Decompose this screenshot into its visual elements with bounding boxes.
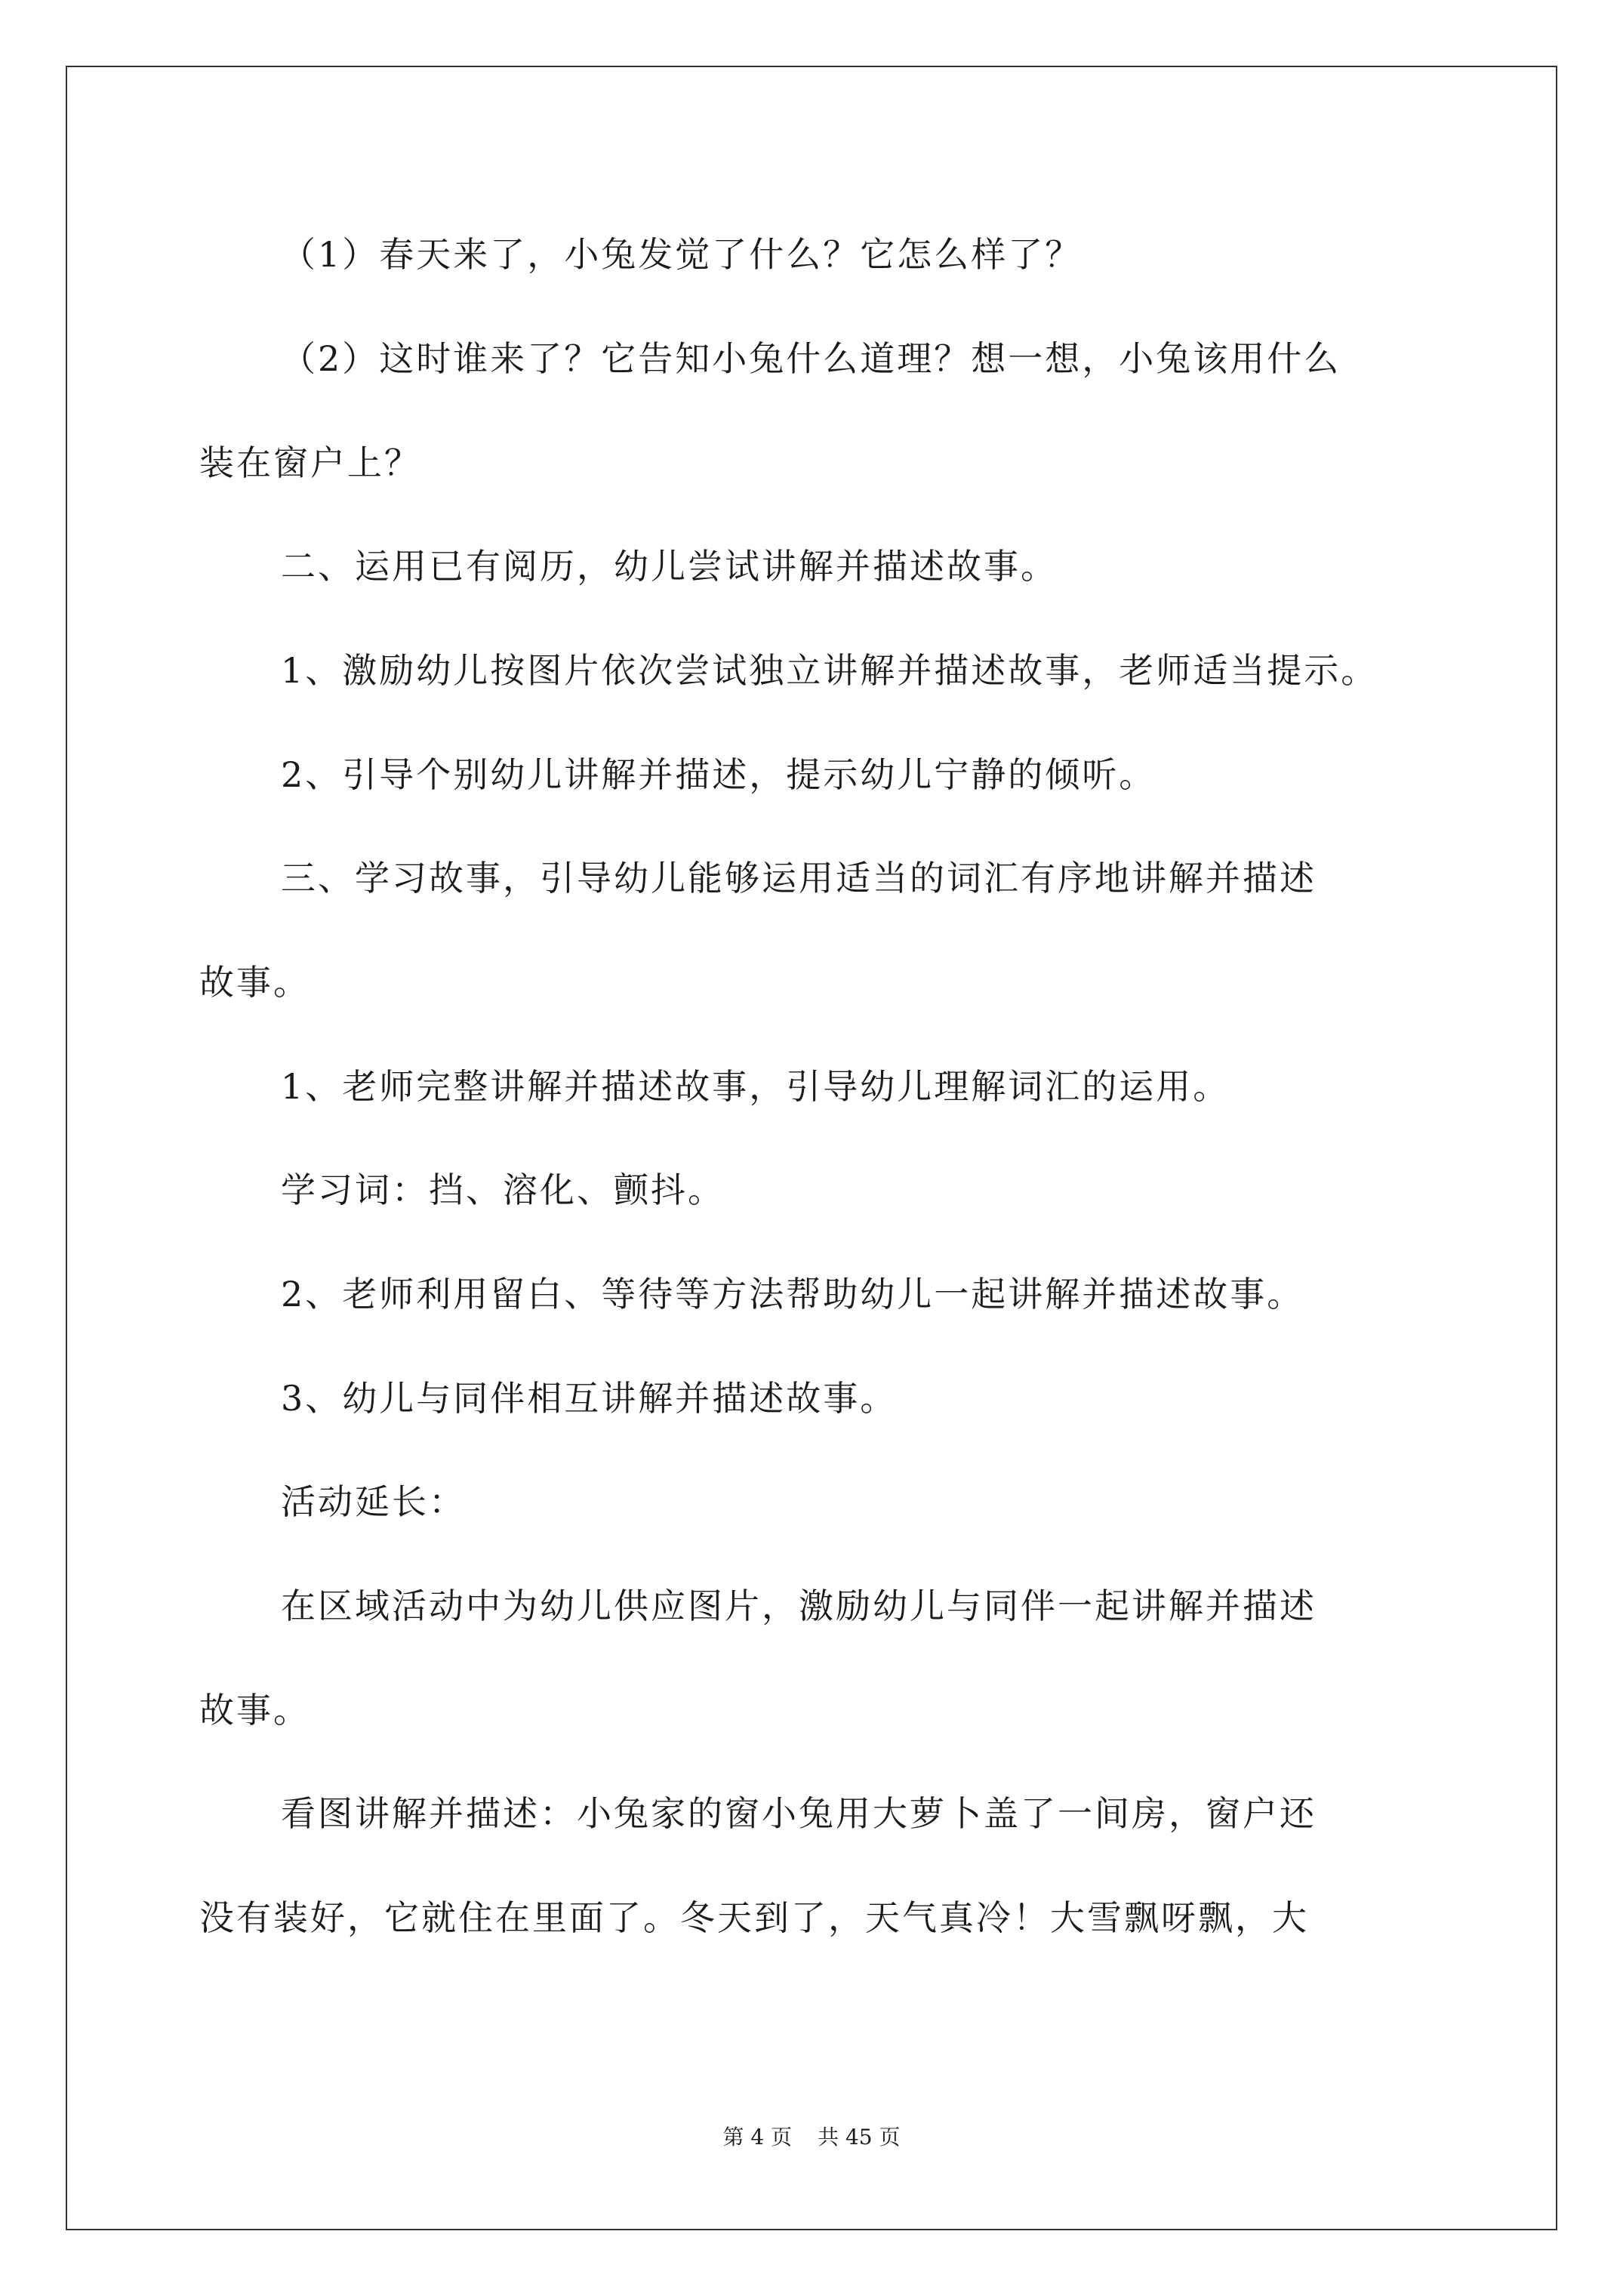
page-footer xyxy=(0,2124,1623,2151)
page-number: 第 4 页 xyxy=(722,2125,793,2150)
text-line: 1、激励幼儿按图片依次尝试独立讲解并描述故事，老师适当提示。 xyxy=(281,650,1378,691)
text-line: 装在窗户上？ xyxy=(199,442,421,483)
text-line: 2、老师利用留白、等待等方法帮助幼儿一起讲解并描述故事。 xyxy=(281,1274,1304,1314)
text-line: 三、学习故事，引导幼儿能够运用适当的词汇有序地讲解并描述 xyxy=(281,858,1317,898)
text-line: 活动延长： xyxy=(281,1481,466,1522)
text-line: 在区域活动中为幼儿供应图片，激励幼儿与同伴一起讲解并描述 xyxy=(281,1586,1317,1626)
text-line: 3、幼儿与同伴相互讲解并描述故事。 xyxy=(281,1378,898,1419)
text-line: 没有装好，它就住在里面了。冬天到了，天气真冷！大雪飘呀飘，大 xyxy=(199,1897,1309,1938)
text-line: （1）春天来了，小兔发觉了什么？它怎么样了？ xyxy=(281,234,1083,275)
text-line: （2）这时谁来了？它告知小兔什么道理？想一想，小兔该用什么 xyxy=(281,338,1341,379)
text-line: 2、引导个别幼儿讲解并描述，提示幼儿宁静的倾听。 xyxy=(281,754,1156,795)
page-total: 共 45 页 xyxy=(818,2125,901,2150)
text-line: 二、运用已有阅历，幼儿尝试讲解并描述故事。 xyxy=(281,546,1058,587)
text-line: 故事。 xyxy=(199,1690,310,1730)
text-line: 1、老师完整讲解并描述故事，引导幼儿理解词汇的运用。 xyxy=(281,1066,1230,1107)
text-line: 学习词：挡、溶化、颤抖。 xyxy=(281,1170,725,1210)
text-line: 故事。 xyxy=(199,962,310,1003)
text-line: 看图讲解并描述：小兔家的窗小兔用大萝卜盖了一间房，窗户还 xyxy=(281,1793,1317,1834)
